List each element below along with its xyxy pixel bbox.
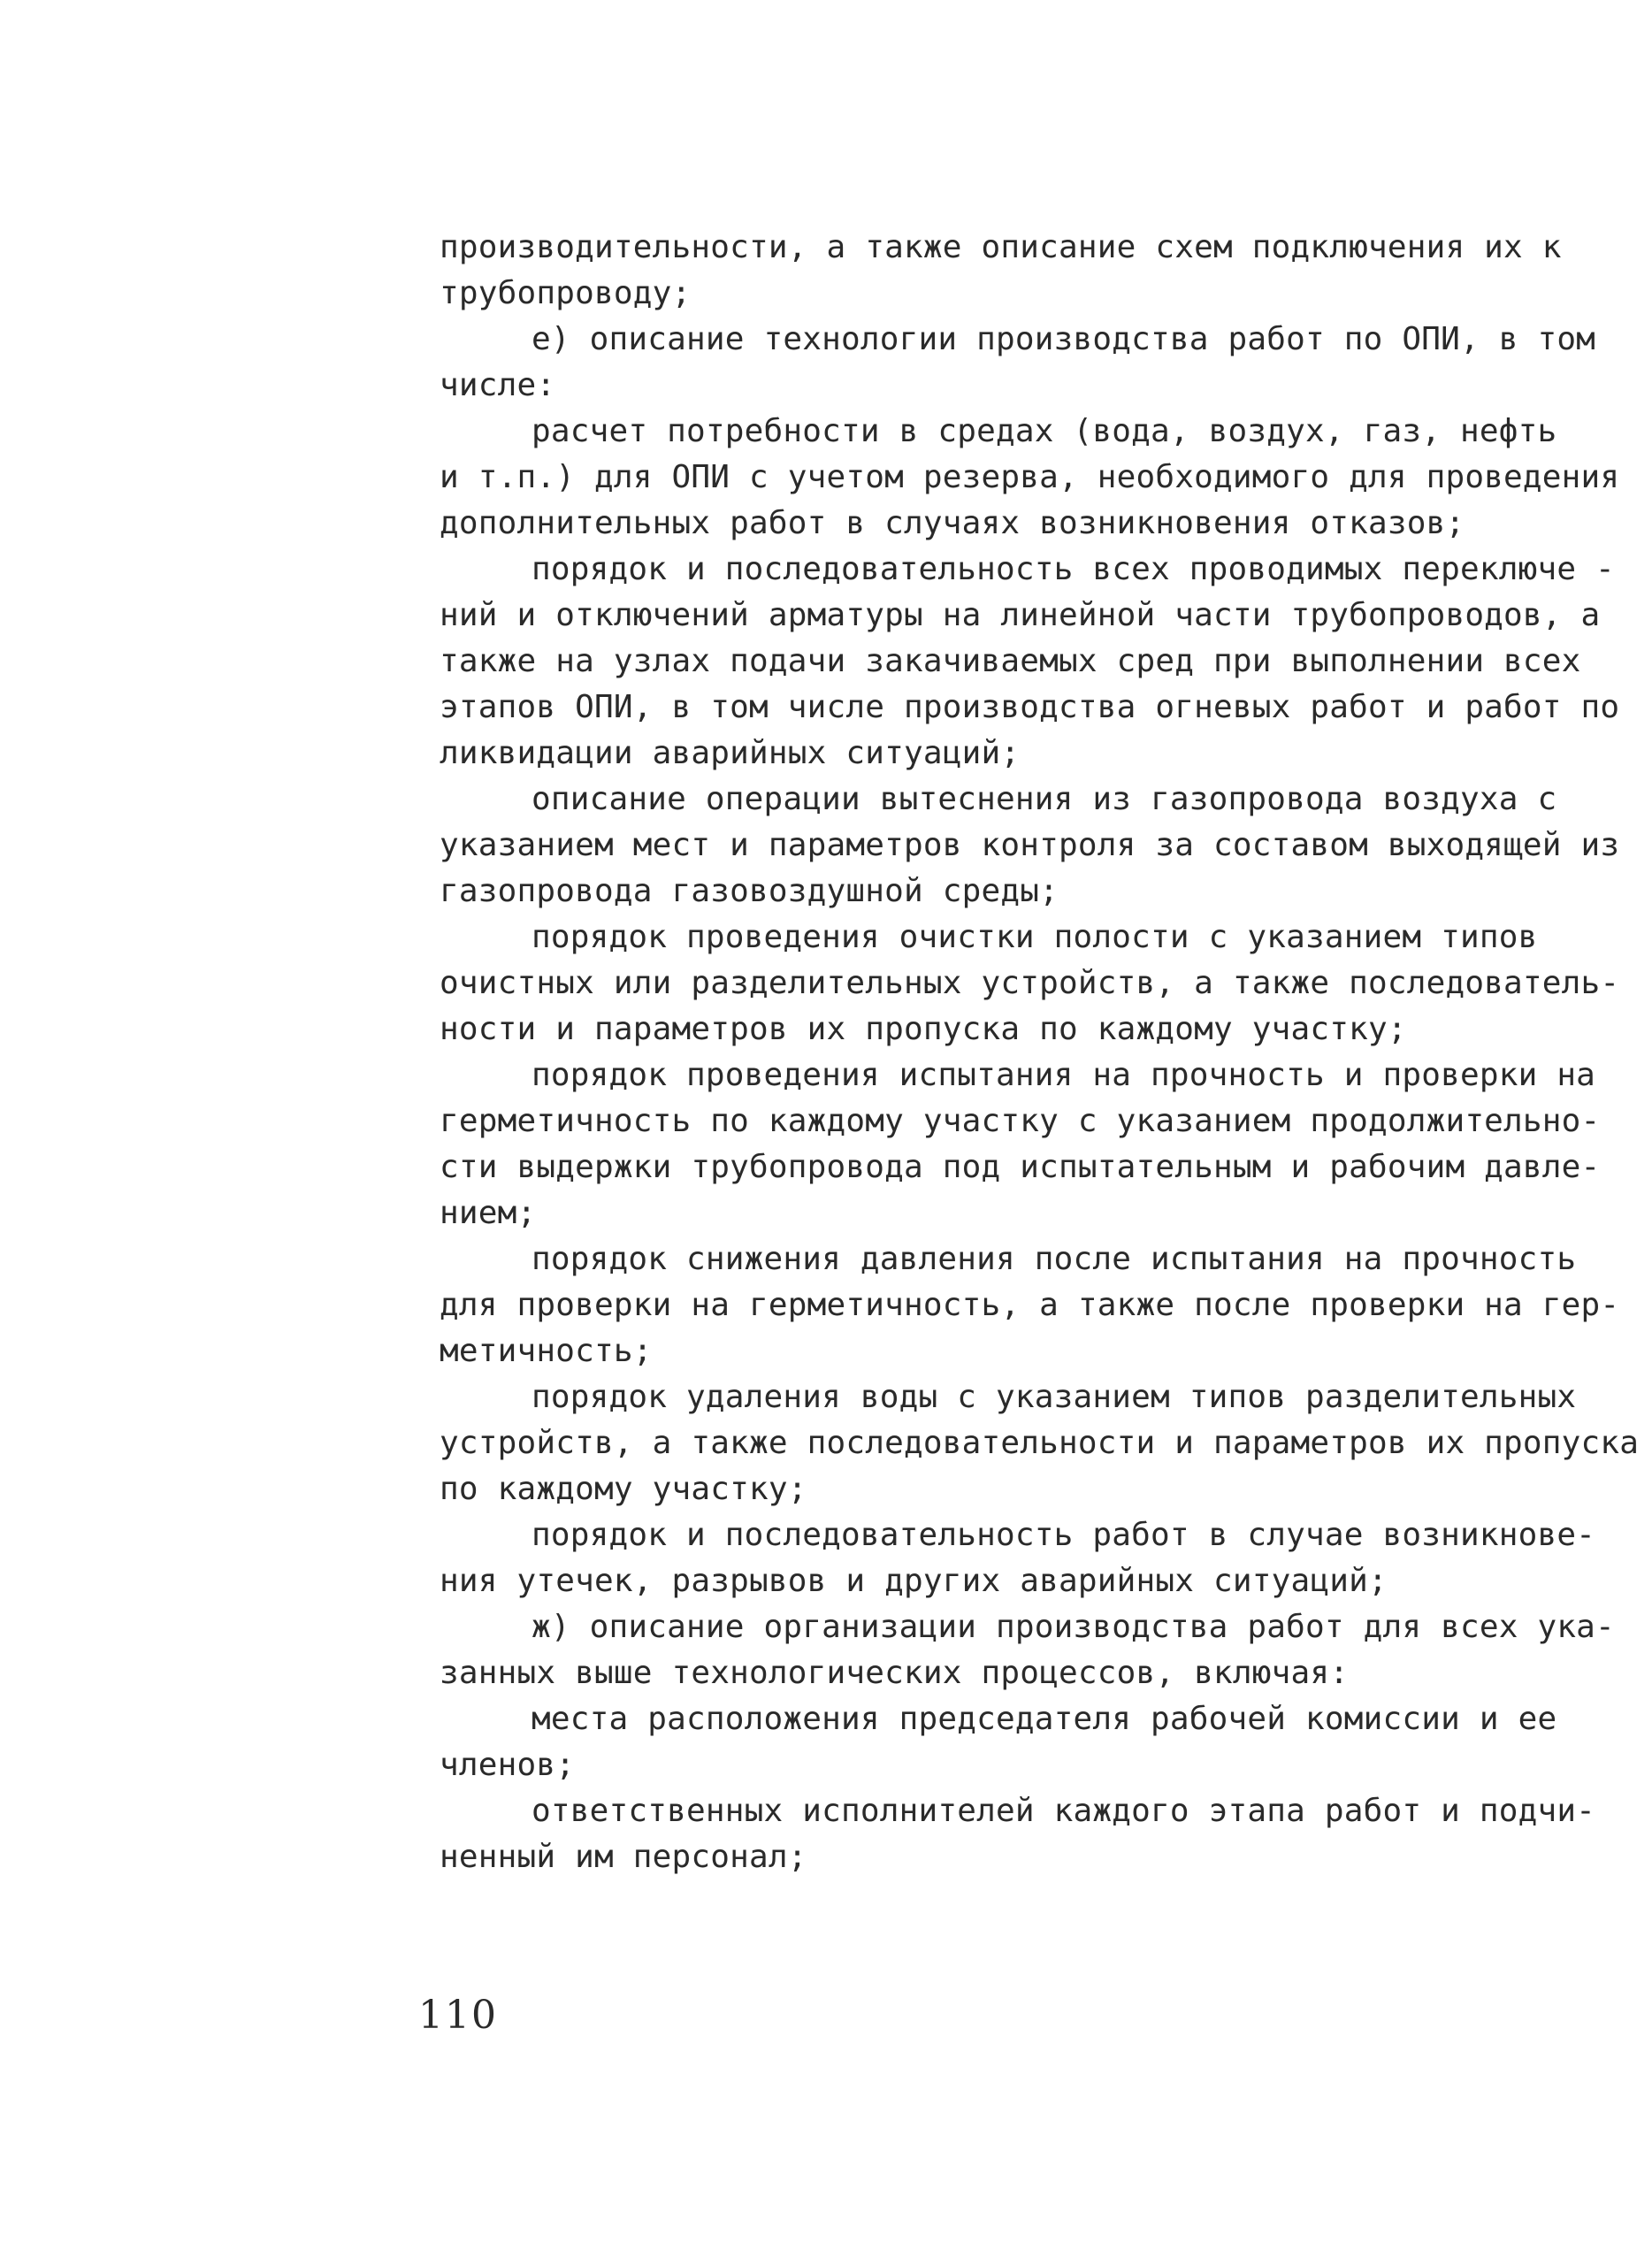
- text-line: порядок снижения давления после испытания на прочность: [532, 1241, 1577, 1277]
- text-line: ности и параметров их пропуска по каждому участку;: [440, 1011, 1407, 1047]
- text-line: нием;: [440, 1195, 537, 1231]
- text-line: места расположения председателя рабочей комиссии и ее: [532, 1701, 1557, 1737]
- text-line: для проверки на герметичность, а также после проверки на гер-: [440, 1287, 1620, 1323]
- text-line: ний и отключений арматуры на линейной части трубопроводов, а: [440, 597, 1601, 633]
- text-line: дополнительных работ в случаях возникновения отказов;: [440, 505, 1465, 541]
- text-line: производительности, а также описание схем подключения их к: [440, 229, 1562, 265]
- text-line: ответственных исполнителей каждого этапа работ и подчи-: [532, 1793, 1596, 1829]
- text-line: порядок удаления воды с указанием типов разделительных: [532, 1379, 1577, 1415]
- text-line: и т.п.) для ОПИ с учетом резерва, необходимого для проведения: [440, 459, 1620, 495]
- text-line: сти выдержки трубопровода под испытательным и рабочим давле-: [440, 1149, 1601, 1185]
- text-line: этапов ОПИ, в том числе производства огневых работ и работ по: [440, 689, 1620, 725]
- text-line: указанием мест и параметров контроля за составом выходящей из: [440, 827, 1620, 863]
- text-line: ликвидации аварийных ситуаций;: [440, 735, 1021, 771]
- text-line: числе:: [440, 367, 556, 403]
- text-line: трубопроводу;: [440, 275, 692, 311]
- text-line: метичность;: [440, 1333, 653, 1369]
- text-line: ненный им персонал;: [440, 1839, 807, 1875]
- text-line: е) описание технологии производства работ по ОПИ, в том: [532, 321, 1596, 357]
- text-line: по каждому участку;: [440, 1471, 807, 1507]
- text-line: очистных или разделительных устройств, а также последователь-: [440, 965, 1620, 1001]
- text-line: порядок и последовательность всех проводимых переключе -: [532, 551, 1615, 587]
- text-line: членов;: [440, 1747, 576, 1783]
- text-line: порядок проведения очистки полости с указанием типов: [532, 919, 1538, 955]
- text-line: ж) описание организации производства работ для всех ука-: [532, 1609, 1615, 1645]
- text-line: герметичность по каждому участку с указанием продолжительно-: [440, 1103, 1601, 1139]
- text-line: порядок проведения испытания на прочность и проверки на: [532, 1057, 1596, 1093]
- body-text: [440, 225, 1640, 1880]
- text-line: расчет потребности в средах (вода, воздух, газ, нефть: [532, 413, 1557, 449]
- text-line: порядок и последовательность работ в случае возникнове-: [532, 1517, 1596, 1553]
- text-line: описание операции вытеснения из газопровода воздуха с: [532, 781, 1557, 817]
- text-line: газопровода газовоздушной среды;: [440, 873, 1059, 909]
- text-line: также на узлах подачи закачиваемых сред при выполнении всех: [440, 643, 1581, 679]
- text-line: ния утечек, разрывов и других аварийных ситуаций;: [440, 1563, 1388, 1599]
- page-number: 110: [418, 1993, 498, 2038]
- text-line: устройств, а также последовательности и параметров их пропуска: [440, 1425, 1640, 1461]
- text-line: занных выше технологических процессов, включая:: [440, 1655, 1350, 1691]
